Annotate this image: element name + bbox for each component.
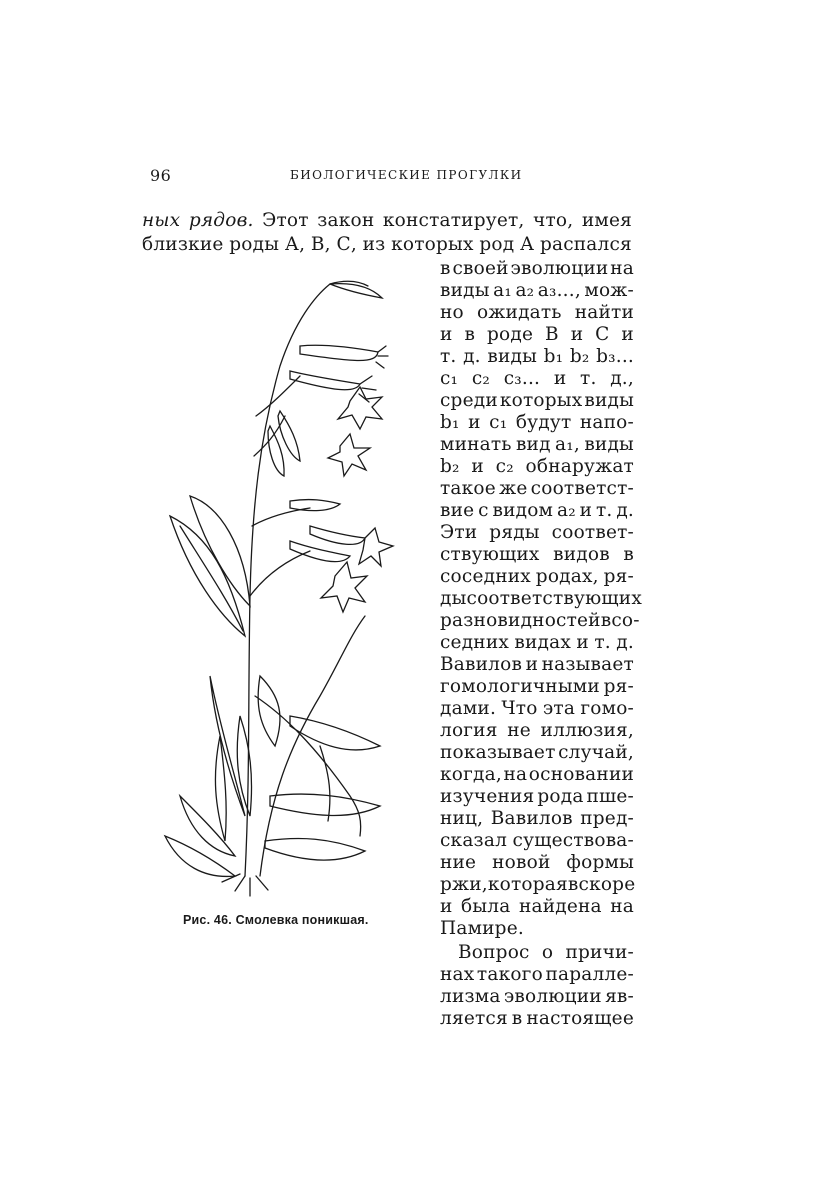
word: видах — [514, 632, 572, 653]
word: такого — [476, 964, 543, 985]
word: мож- — [584, 280, 634, 301]
word: показывает — [440, 742, 556, 763]
word: роды — [229, 234, 280, 255]
word: гомологичными — [440, 676, 600, 697]
text-line-column — [440, 632, 634, 654]
word: пше- — [586, 786, 634, 807]
text-line-column — [440, 742, 634, 764]
word: род — [479, 234, 515, 255]
word: на — [610, 258, 634, 279]
word: b₂ — [569, 346, 590, 367]
figure-caption: Рис. 46. Смолевка поникшая. — [183, 913, 369, 927]
word: эволюции — [510, 258, 609, 279]
word: имея — [581, 210, 632, 231]
text-line-column — [440, 346, 634, 368]
word: b₃... — [596, 346, 634, 367]
word: закон — [317, 210, 375, 231]
word: ды — [440, 588, 467, 609]
word: ржи, — [440, 874, 488, 895]
word: эта — [542, 698, 576, 719]
word: гомо- — [580, 698, 634, 719]
word: иллюзия, — [540, 720, 634, 741]
word: видов — [553, 544, 610, 565]
word: ря- — [603, 676, 634, 697]
word: что, — [533, 210, 574, 231]
word: c₂ — [471, 368, 491, 389]
word: b₁ — [440, 412, 460, 433]
word: c₁ — [489, 412, 508, 433]
word: в — [623, 544, 634, 565]
word: минать — [440, 434, 512, 455]
word: но — [440, 302, 464, 323]
text-line-column — [440, 412, 634, 434]
word: основании — [528, 764, 634, 785]
word: соседних — [440, 566, 531, 587]
word: на — [503, 764, 528, 785]
text-line-column — [440, 522, 634, 544]
word: Вавилов — [490, 808, 573, 829]
word: c₁ — [440, 368, 459, 389]
word: эволюции — [503, 986, 602, 1007]
text-line-column — [440, 1008, 634, 1030]
word: вскоре — [567, 874, 636, 895]
word: Этот — [262, 210, 309, 231]
page-number: 96 — [150, 166, 172, 185]
text-line-column — [440, 808, 634, 830]
word: которых — [499, 390, 583, 411]
text-line-column — [440, 390, 634, 412]
word: не — [507, 720, 531, 741]
word: видом — [492, 500, 554, 521]
word: родах, — [535, 566, 599, 587]
word: д., — [610, 368, 634, 389]
word: Вавилов — [440, 654, 523, 675]
running-head: БИОЛОГИЧЕСКИЕ ПРОГУЛКИ — [290, 168, 523, 182]
word: ние — [440, 852, 477, 873]
word: близкие — [142, 234, 224, 255]
word: c₂ — [495, 456, 514, 477]
word: Эти — [440, 522, 478, 543]
word: соответствующих — [466, 588, 642, 609]
text-line-column — [440, 964, 634, 986]
word: была — [461, 896, 511, 917]
word: дами. — [440, 698, 497, 719]
word: т. — [594, 632, 611, 653]
word: нах — [440, 964, 475, 985]
word: В — [545, 324, 559, 345]
word: существова- — [512, 830, 634, 851]
text-line-column — [440, 544, 634, 566]
word: разновидностей — [440, 610, 601, 631]
word: седних — [440, 632, 509, 653]
word: и — [553, 368, 567, 389]
text-line-column — [440, 324, 634, 346]
text-line-column — [440, 258, 634, 280]
word: и — [468, 412, 481, 433]
word: a₃..., — [537, 280, 581, 301]
word: т. — [595, 500, 613, 521]
word: будут — [515, 412, 572, 433]
word: и — [440, 324, 453, 345]
word: напо- — [579, 412, 634, 433]
word: a₂ — [556, 500, 576, 521]
text-line-column — [440, 676, 634, 698]
word: изучения — [440, 786, 535, 807]
word: обнаружат — [525, 456, 634, 477]
text-line-column — [440, 830, 634, 852]
word: которая — [487, 874, 568, 895]
word: из — [362, 234, 386, 255]
word: c₃... — [503, 368, 541, 389]
text-line-column — [458, 942, 634, 964]
word: рядов. — [188, 210, 254, 231]
word: и — [621, 324, 634, 345]
word: виды — [584, 390, 634, 411]
word: причи- — [565, 942, 634, 963]
text-line-column — [440, 588, 642, 610]
word: виды — [584, 434, 634, 455]
text-line-column — [440, 852, 634, 874]
text-line-column — [440, 896, 634, 918]
word: вие — [440, 500, 475, 521]
text-line-column — [440, 500, 634, 522]
word: сказал — [440, 830, 508, 851]
text-line-column — [440, 874, 634, 896]
word: д. — [463, 346, 481, 367]
word: соответ- — [551, 522, 634, 543]
word: Что — [501, 698, 538, 719]
word: Вопрос — [458, 942, 530, 963]
text-line-column — [440, 280, 634, 302]
word: такое — [440, 478, 496, 499]
word: распался — [539, 234, 632, 255]
text-line-column — [440, 764, 634, 786]
word: виды — [487, 346, 538, 367]
silene-plant-illustration — [150, 276, 400, 901]
text-line-column — [440, 720, 634, 742]
word: и — [579, 500, 593, 521]
word: В, — [310, 234, 331, 255]
word: А — [520, 234, 535, 255]
word: же — [499, 478, 528, 499]
word: среди — [440, 390, 498, 411]
word: называет — [541, 654, 634, 675]
text-line-column — [440, 698, 634, 720]
word: д. — [616, 632, 634, 653]
word: констатирует, — [382, 210, 525, 231]
word: найдена — [518, 896, 602, 917]
word: логия — [440, 720, 498, 741]
word: лизма — [440, 986, 501, 1007]
text-line-column — [440, 986, 634, 1008]
word: и — [440, 896, 453, 917]
word: когда, — [440, 764, 502, 785]
word: о — [541, 942, 554, 963]
word: ожидать — [476, 302, 562, 323]
word: в — [511, 1008, 523, 1029]
text-line-full — [142, 234, 632, 256]
word: случай, — [558, 742, 634, 763]
word: рода — [537, 786, 584, 807]
word: и — [471, 456, 484, 477]
word: С, — [336, 234, 357, 255]
word: д. — [616, 500, 634, 521]
word: вид — [515, 434, 551, 455]
text-line-column — [440, 368, 634, 390]
word: роде — [486, 324, 534, 345]
word: формы — [566, 852, 634, 873]
word: ляется — [440, 1008, 508, 1029]
word: ря- — [603, 566, 634, 587]
word: своей — [452, 258, 509, 279]
text-line-column — [440, 610, 640, 632]
word: найти — [574, 302, 634, 323]
word: b₂ — [440, 456, 460, 477]
word: a₁ — [493, 280, 512, 301]
word: паралле- — [545, 964, 634, 985]
word: b₁ — [543, 346, 564, 367]
text-line-column — [440, 434, 634, 456]
word: А, — [284, 234, 306, 255]
word: т. — [580, 368, 597, 389]
word: ствующих — [440, 544, 540, 565]
word: С — [595, 324, 610, 345]
word: настоящее — [526, 1008, 634, 1029]
word: ряды — [489, 522, 540, 543]
word: в — [464, 324, 476, 345]
word: яв- — [605, 986, 634, 1007]
word: со- — [611, 610, 640, 631]
word: и — [576, 632, 589, 653]
text-line-column — [440, 654, 634, 676]
text-line-column — [440, 456, 634, 478]
word: которых — [391, 234, 474, 255]
word: на — [610, 896, 634, 917]
word: с — [478, 500, 489, 521]
word: ниц, — [440, 808, 484, 829]
word: новой — [492, 852, 551, 873]
word: и — [570, 324, 584, 345]
word: a₁, — [555, 434, 580, 455]
text-line-column — [440, 302, 634, 324]
word: виды — [440, 280, 490, 301]
text-line-column — [440, 478, 634, 500]
word: пред- — [580, 808, 634, 829]
text-line-full — [142, 210, 632, 232]
text-line-column — [440, 566, 634, 588]
word: в — [440, 258, 451, 279]
word: в — [600, 610, 612, 631]
text-line-column — [440, 786, 634, 808]
word: соответст- — [530, 478, 634, 499]
word: a₂ — [515, 280, 535, 301]
word: т. — [440, 346, 457, 367]
word: ных — [142, 210, 181, 231]
word: и — [525, 654, 539, 675]
text-line-column: Памире. — [440, 918, 524, 939]
